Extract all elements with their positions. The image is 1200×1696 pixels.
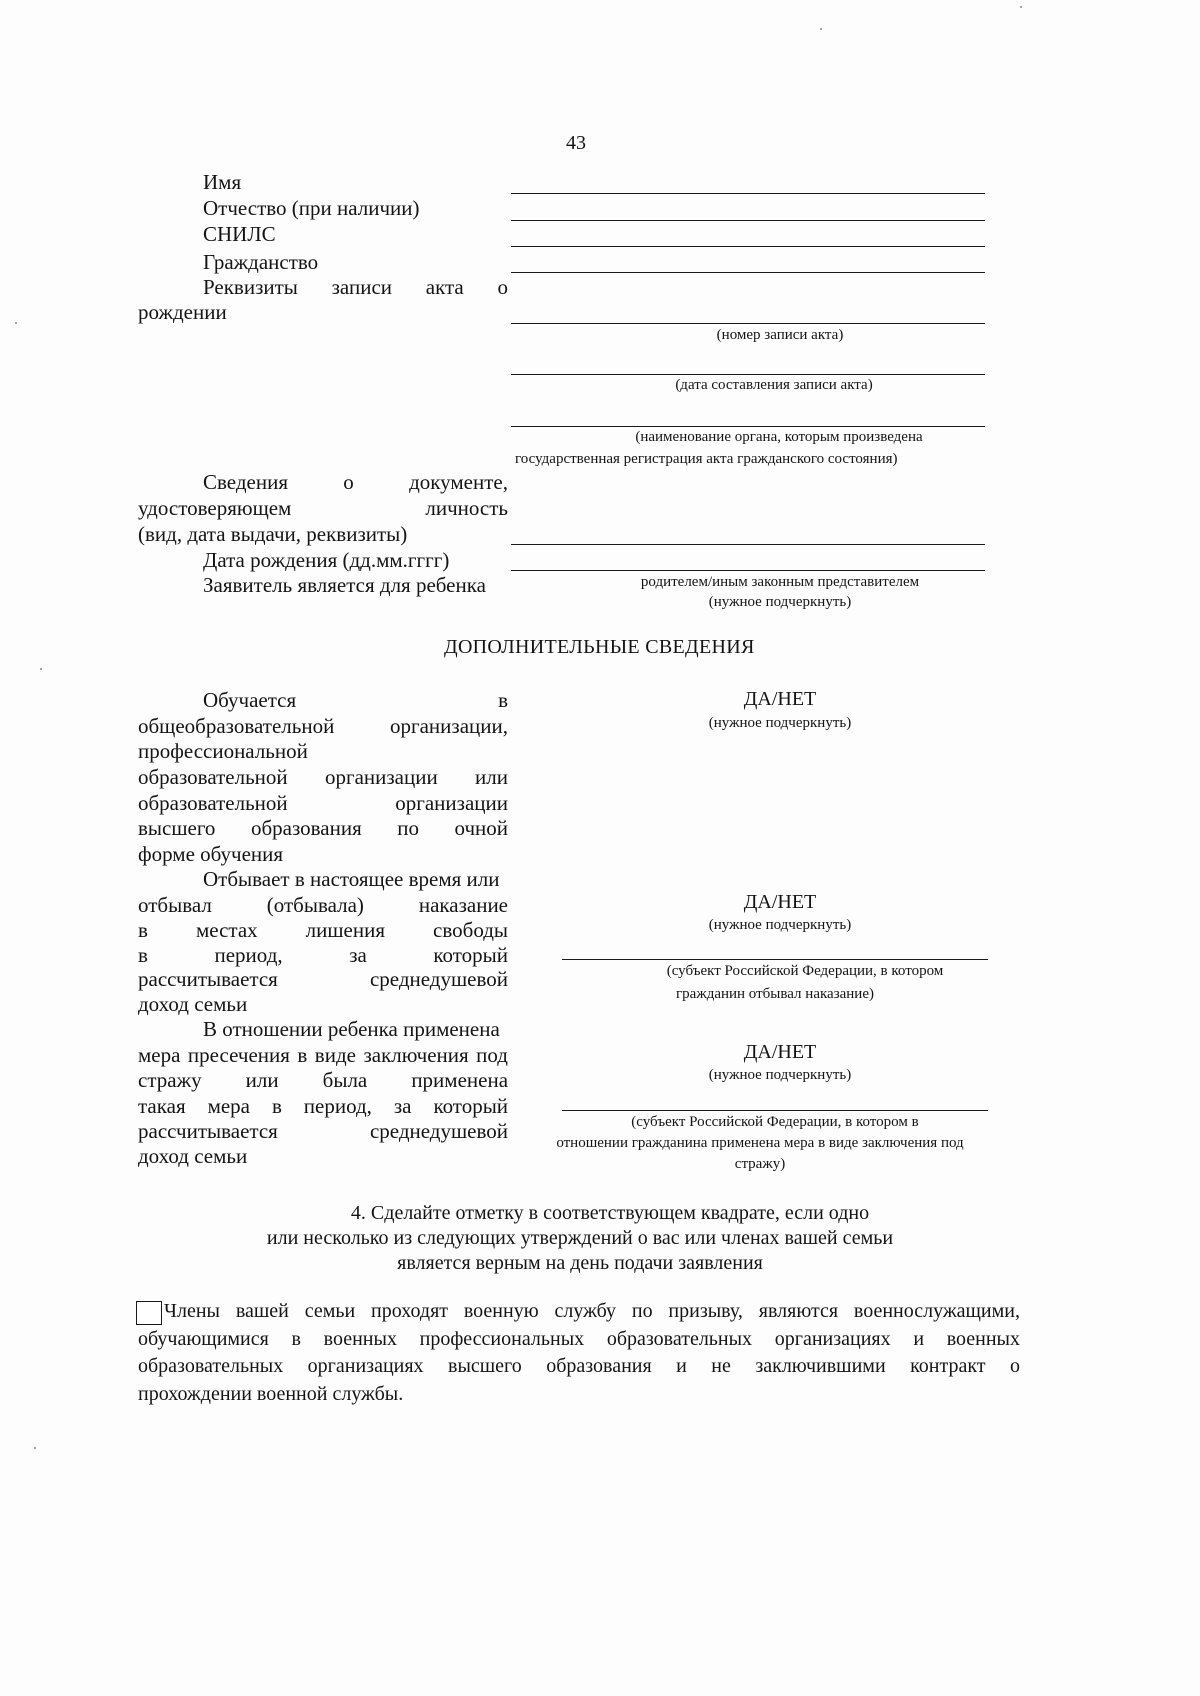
custody-subject-field[interactable] [562, 1110, 988, 1111]
imprisoned-line6: доход семьи [138, 992, 248, 1016]
statement-line1: Члены вашей семьи проходят военную службу по призыву, являются военнослужащими, [164, 1300, 1020, 1322]
scan-speck [34, 1447, 36, 1449]
custody-subject-hint-line3: стражу) [734, 1156, 786, 1172]
custody-subject-hint-line2: отношении гражданина применена мера в виде заключения под [556, 1135, 964, 1151]
custody-line1: В отношении ребенка применена [203, 1017, 500, 1041]
applicant-is-options[interactable]: родителем/иным законным представителем [640, 574, 920, 590]
custody-line6: доход семьи [138, 1144, 248, 1168]
scan-speck [40, 668, 42, 670]
authority-field[interactable] [511, 426, 985, 427]
birth-date-field[interactable] [511, 570, 985, 571]
snils-field[interactable] [511, 246, 985, 247]
patronymic-label: Отчество (при наличии) [203, 196, 420, 220]
identity-doc-label-line2: удостоверяющем личность [138, 496, 508, 520]
imprisoned-line5: рассчитывается среднедушевой [138, 967, 508, 991]
imprisoned-line1: Отбывает в настоящее время или [203, 867, 500, 891]
section4-heading-line1: 4. Сделайте отметку в соответствующем квадрате, если одно [350, 1202, 870, 1224]
studies-line1: Обучается в [203, 688, 508, 712]
page-number: 43 [566, 132, 586, 154]
studies-line3: профессиональной [138, 739, 308, 763]
applicant-is-label: Заявитель является для ребенка [203, 573, 486, 597]
scan-speck [1020, 6, 1022, 8]
studies-line4: образовательной организации или [138, 765, 508, 789]
first-name-field[interactable] [511, 193, 985, 194]
birth-record-label-line2: рождении [138, 300, 227, 324]
statement-line2: обучающимися в военных профессиональных образовательных организациях и военных [138, 1327, 1020, 1350]
citizenship-label: Гражданство [203, 250, 319, 274]
imprisoned-answer[interactable]: ДА/НЕТ [743, 891, 817, 913]
patronymic-field[interactable] [511, 220, 985, 221]
imprisoned-subject-field[interactable] [562, 959, 988, 960]
section4-heading-line3: является верным на день подачи заявления [397, 1252, 763, 1274]
studies-line7: форме обучения [138, 842, 284, 866]
custody-line4: такая мера в период, за который [138, 1094, 508, 1118]
authority-hint-line1: (наименование органа, которым произведена [635, 429, 923, 445]
studies-line6: высшего образования по очной [138, 816, 508, 840]
statement-line3: образовательных организациях высшего образования и не заключившими контракт о [138, 1355, 1020, 1377]
custody-hint: (нужное подчеркнуть) [708, 1067, 852, 1083]
imprisoned-line2: отбывал (отбывала) наказание [138, 893, 508, 917]
imprisoned-subject-hint-line1: (субъект Российской Федерации, в котором [666, 963, 944, 979]
applicant-is-hint: (нужное подчеркнуть) [708, 594, 852, 610]
statement-line4: прохождении военной службы. [138, 1382, 404, 1405]
scan-speck [15, 322, 17, 324]
studies-line5: образовательной организации [138, 791, 508, 815]
custody-line3: стражу или была применена [138, 1068, 508, 1092]
citizenship-field[interactable] [511, 272, 985, 273]
additional-info-heading: ДОПОЛНИТЕЛЬНЫЕ СВЕДЕНИЯ [444, 636, 755, 658]
studies-line2: общеобразовательной организации, [138, 714, 508, 738]
identity-doc-field[interactable] [511, 544, 985, 545]
imprisoned-line3: в местах лишения свободы [138, 918, 508, 942]
scan-speck [820, 28, 822, 30]
section4-heading-line2: или несколько из следующих утверждений о вас или членах вашей семьи [266, 1227, 894, 1249]
record-number-field[interactable] [511, 323, 985, 324]
record-date-field[interactable] [511, 374, 985, 375]
record-number-hint: (номер записи акта) [716, 327, 844, 343]
imprisoned-line4: в период, за который [138, 943, 508, 967]
identity-doc-label-line3: (вид, дата выдачи, реквизиты) [138, 522, 408, 546]
custody-line2: мера пресечения в виде заключения под [138, 1043, 508, 1067]
custody-subject-hint-line1: (субъект Российской Федерации, в котором в [631, 1114, 919, 1130]
studies-answer[interactable]: ДА/НЕТ [743, 688, 817, 710]
custody-answer[interactable]: ДА/НЕТ [743, 1041, 817, 1063]
imprisoned-subject-hint-line2: гражданин отбывал наказание) [676, 986, 874, 1002]
military-service-statement [138, 1298, 1020, 1408]
imprisoned-hint: (нужное подчеркнуть) [708, 917, 852, 933]
snils-label: СНИЛС [203, 222, 276, 246]
identity-doc-label-line1: Сведения о документе, [203, 470, 508, 494]
first-name-label: Имя [203, 170, 242, 194]
studies-hint: (нужное подчеркнуть) [708, 715, 852, 731]
custody-line5: рассчитывается среднедушевой [138, 1119, 508, 1143]
birth-record-label-line1: Реквизиты записи акта о [203, 275, 508, 299]
authority-hint-line2: государственная регистрация акта гражданского состояния) [515, 451, 898, 467]
record-date-hint: (дата составления записи акта) [675, 377, 873, 393]
birth-date-label: Дата рождения (дд.мм.гггг) [203, 548, 450, 572]
